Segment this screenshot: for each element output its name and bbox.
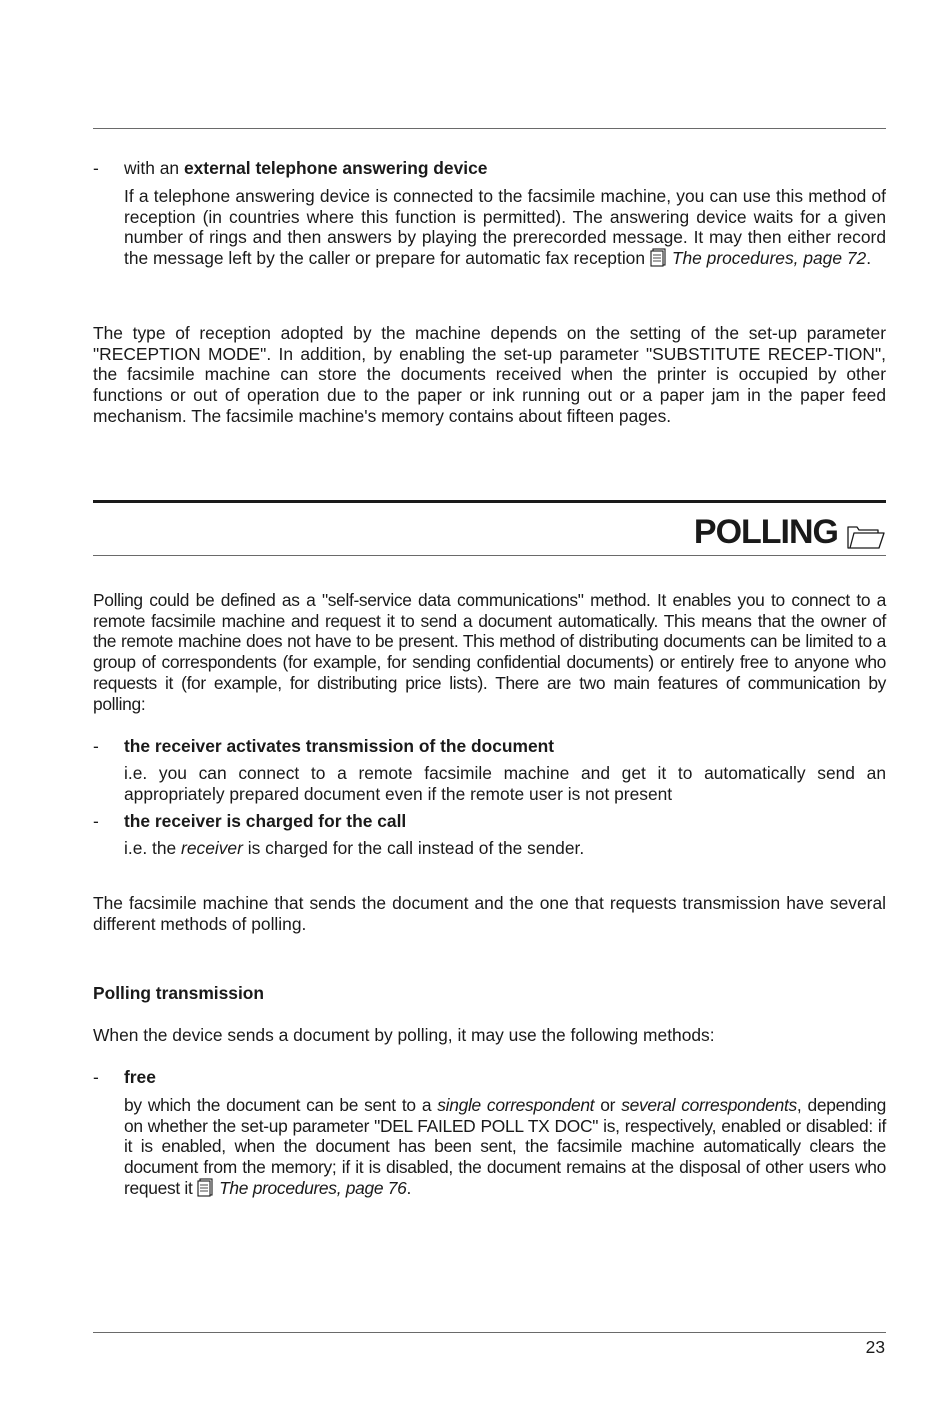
feature-title: the receiver activates transmission of the document <box>124 736 555 756</box>
free-italic-2: several correspondents <box>621 1095 797 1115</box>
free-body-2: or <box>594 1095 622 1115</box>
section-heading <box>694 512 886 552</box>
methods-paragraph: The facsimile machine that sends the document and the one that requests transmission have several different methods of polling. <box>93 893 886 934</box>
polling-transmission-heading: Polling transmission <box>93 983 265 1003</box>
feature-body-suffix: is charged for the call instead of the sender. <box>242 838 585 858</box>
transmission-intro: When the device sends a document by polling, it may use the following methods: <box>93 1025 715 1045</box>
ref-end: . <box>406 1177 412 1198</box>
page-number: 23 <box>865 1337 885 1357</box>
bullet-heading-prefix: with an <box>124 158 184 178</box>
book-icon <box>197 1178 215 1197</box>
feature-description <box>124 838 886 859</box>
answering-body: If a telephone answering device is connected to the facsimile machine, you can use this method of reception (in countries where this function is permitted). The answering device waits for a given number of rings and then answers by playing the prerecorded message. It may then either record the message left by the caller or prepare for automatic fax reception <box>124 186 886 269</box>
answering-device-description <box>124 186 886 269</box>
reception-mode-paragraph: The type of reception adopted by the machine depends on the setting of the set-up parameter "RECEPTION MODE". In addition, by enabling the set-up parameter "SUBSTITUTE RECEP-TION", the facsimile machine can store the documents received when the printer is occupied by other functions or out of operation due to the paper or ink running out or a paper jam in the paper feed mechanism. The facsimile machine's memory contains about fifteen pages. <box>93 323 886 426</box>
section-title: POLLING <box>693 513 838 551</box>
feature-title: the receiver is charged for the call <box>124 811 407 831</box>
book-icon <box>650 248 668 267</box>
bullet-dash: - <box>93 736 99 756</box>
free-italic-1: single correspondent <box>437 1095 595 1115</box>
free-body-3: , depending on whether the set-up parameter "DEL FAILED POLL TX DOC" is, respectively, enabled or disabled: if it is enabled, when the document has been sent, the facsimile machine automatically clears the document from the memory; if it is disabled, the document remains at the disposal of other users who request it <box>124 1095 886 1198</box>
bullet-dash: - <box>93 158 99 178</box>
feature-body-prefix: i.e. the <box>124 838 182 858</box>
bullet-heading <box>124 158 487 179</box>
section-rule-thick <box>93 500 886 503</box>
page-reference-72: The procedures, page 72 <box>671 248 867 269</box>
footer-rule <box>93 1332 886 1333</box>
section-rule-thin <box>93 555 886 556</box>
feature-description: i.e. you can connect to a remote facsimile machine and get it to automatically send an appropriately prepared document even if the remote user is not present <box>124 763 886 804</box>
free-method-title: free <box>124 1067 156 1087</box>
free-method-description <box>124 1095 886 1199</box>
top-rule <box>93 128 886 129</box>
ref-end: . <box>866 248 872 269</box>
polling-intro-paragraph: Polling could be defined as a "self-service data communications" method. It enables you to connect to a remote facsimile machine and request it to send a document automatically. This means that the owner of the remote machine does not have to be present. This method of distributing documents can be limited to a group of correspondents (for example, for sending confidential documents) or entirely free to anyone who requests it (for example, for distributing price lists). There are two main features of communication by polling: <box>93 590 886 714</box>
bullet-heading-bold: external telephone answering device <box>183 158 488 178</box>
bullet-dash: - <box>93 1067 99 1087</box>
bullet-dash: - <box>93 811 99 831</box>
page-reference-76: The procedures, page 76 <box>219 1177 407 1198</box>
free-body-1: by which the document can be sent to a <box>124 1095 438 1115</box>
folder-icon <box>846 519 886 545</box>
feature-body-italic: receiver <box>181 838 243 858</box>
